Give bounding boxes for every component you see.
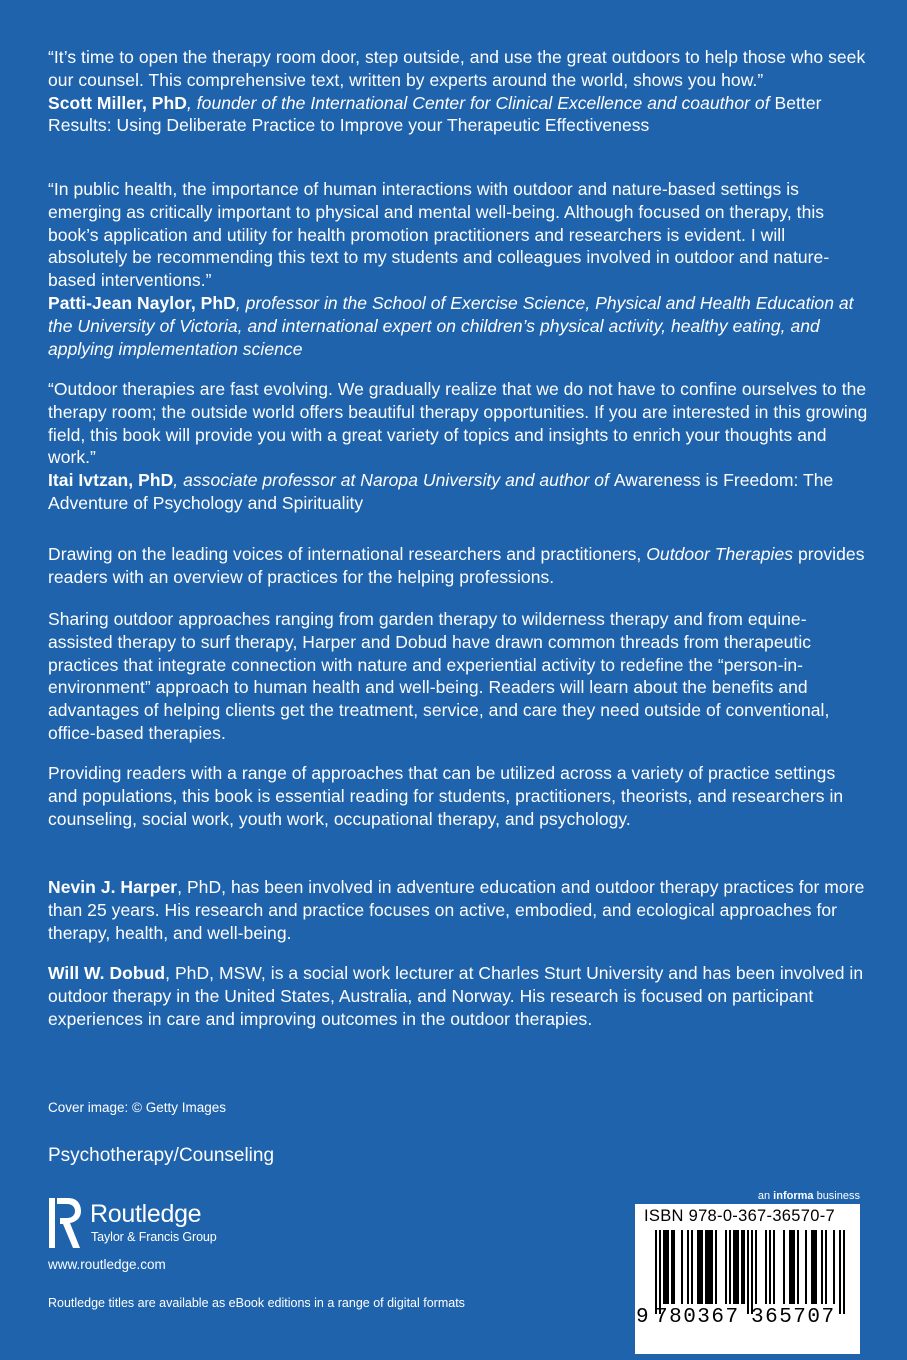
publisher-name: Routledge	[90, 1200, 202, 1228]
barcode-guard-bar	[843, 1230, 845, 1314]
barcode-bar	[825, 1230, 827, 1304]
isbn-barcode	[635, 1204, 860, 1354]
subject-category: Psychotherapy/Counseling	[48, 1145, 275, 1166]
description-paragraph-1	[48, 543, 868, 589]
barcode-bar	[671, 1230, 673, 1304]
barcode-bar	[707, 1230, 709, 1304]
barcode-bar	[811, 1230, 813, 1304]
informa-suffix: business	[813, 1190, 860, 1202]
barcode-bar	[665, 1230, 667, 1304]
book-title: Outdoor Therapies	[646, 544, 794, 564]
barcode-guard-bar	[659, 1230, 661, 1314]
description-text: Sharing outdoor approaches ranging from garden therapy to wilderness therapy and from equine-assisted therapy to surf therapy, Harper and Dobud have drawn common threads from therapeutic practices that integrate connection with nature and experiential activity to redefine the “person-in-environment” approach to human health and well-being. Readers will learn about the benefits and advantages of helping clients get the treatment, service, and care they need outside of conventional, office-based therapies.	[48, 609, 830, 743]
barcode-bar	[725, 1230, 727, 1304]
barcode-bar	[709, 1230, 711, 1304]
endorsement-quote-1	[48, 46, 868, 137]
barcode-bar	[773, 1230, 775, 1304]
informa-tagline	[758, 1190, 860, 1202]
quote-book-title: Better Results: Using Deliberate Practice to Improve your Therapeutic Effectiveness	[48, 92, 822, 136]
barcode-bar	[783, 1230, 785, 1304]
publisher-group: Taylor & Francis Group	[91, 1230, 217, 1244]
barcode-bar	[789, 1230, 791, 1304]
author-bio-text: , PhD, MSW, is a social work lecturer at Charles Sturt University and has been involved in outdoor therapy in the United States, Australia, and Norway. His research is focused on participant experiences in care and improving outcomes in the outdoor therapies.	[48, 963, 864, 1029]
quote-author: Itai Ivtzan, PhD	[48, 470, 174, 491]
publisher-website: www.routledge.com	[48, 1257, 166, 1272]
description-paragraph-2	[48, 608, 868, 745]
isbn-label: ISBN 978-0-367-36570-7	[644, 1207, 835, 1225]
informa-brand: informa	[773, 1190, 814, 1202]
quote-author: Scott Miller, PhD	[48, 92, 187, 113]
description-text: Providing readers with a range of approaches that can be utilized across a variety of practice settings and populations, this book is essential reading for students, practitioners, theorists, and researchers in counseling, social work, youth work, occupational therapy, and psychology.	[48, 763, 844, 829]
description-text: provides readers with an overview of practices for the helping professions.	[48, 544, 865, 587]
barcode-bar	[815, 1230, 817, 1304]
ebook-note: Routledge titles are available as eBook editions in a range of digital formats	[48, 1296, 465, 1310]
barcode-bar	[663, 1230, 665, 1304]
barcode-bar	[797, 1230, 799, 1304]
barcode-right-digits: 365707	[751, 1306, 836, 1329]
description-text: Drawing on the leading voices of international researchers and practitioners,	[48, 544, 647, 564]
barcode-bar	[687, 1230, 689, 1304]
barcode-bars	[647, 1230, 847, 1314]
quote-affiliation: , associate professor at Naropa University and author of	[173, 470, 614, 491]
endorsement-quote-2	[48, 178, 868, 360]
barcode-guard-bar	[655, 1230, 657, 1314]
barcode-bar	[737, 1230, 739, 1304]
routledge-r-icon	[48, 1196, 84, 1252]
informa-prefix: an	[757, 1190, 774, 1202]
barcode-bar	[813, 1230, 815, 1304]
barcode-bar	[729, 1230, 731, 1304]
barcode-bar	[793, 1230, 795, 1304]
quote-text: “In public health, the importance of human interactions with outdoor and nature-based settings is emerging as critically important to physical and mental well-being. Although focused on therapy, this book’s application and utility for health promotion practitioners and researchers is evident. I will absolutely be recommending this text to my students and colleagues involved in outdoor and nature-based interventions.”	[48, 179, 830, 291]
barcode-bar	[765, 1230, 767, 1304]
barcode-bar	[681, 1230, 683, 1304]
quote-text: “Outdoor therapies are fast evolving. We gradually realize that we do not have to confine ourselves to the therapy room; the outside world offers beautiful therapy opportunities. If you are interested in this growing field, this book will provide you with a great variety of topics and insights to enrich your thoughts and work.”	[48, 379, 868, 468]
barcode-bar	[821, 1230, 823, 1304]
author-name: Nevin J. Harper	[48, 877, 178, 897]
description-paragraph-3	[48, 762, 868, 830]
author-name: Will W. Dobud	[48, 963, 166, 983]
barcode-bar	[769, 1230, 771, 1304]
cover-credit: Cover image: © Getty Images	[48, 1100, 227, 1115]
barcode-bar	[715, 1230, 717, 1304]
barcode-bar	[741, 1230, 743, 1304]
barcode-bar	[697, 1230, 699, 1304]
barcode-bar	[733, 1230, 735, 1304]
barcode-bar	[667, 1230, 669, 1304]
barcode-bar	[711, 1230, 713, 1304]
barcode-bar	[791, 1230, 793, 1304]
barcode-first-digit: 9	[636, 1306, 649, 1329]
quote-affiliation: , professor in the School of Exercise Science, Physical and Health Education at the University of Victoria, and international expert on children’s physical activity, healthy eating, and applying implementation science	[48, 292, 854, 359]
barcode-bar	[805, 1230, 807, 1304]
endorsement-quote-3	[48, 378, 868, 515]
quote-author: Patti-Jean Naylor, PhD	[48, 292, 236, 313]
barcode-bar	[755, 1230, 757, 1304]
barcode-bar	[673, 1230, 675, 1304]
barcode-bar	[705, 1230, 707, 1304]
author-bio-2	[48, 962, 868, 1030]
publisher-logo	[48, 1196, 248, 1252]
barcode-bar	[699, 1230, 701, 1304]
barcode-bar	[743, 1230, 745, 1304]
author-bio-1	[48, 876, 868, 944]
barcode-guard-bar	[839, 1230, 841, 1314]
author-bio-text: , PhD, has been involved in adventure education and outdoor therapy practices for more than 25 years. His research and practice focuses on active, embodied, and ecological approaches for therapy, health, and well-being.	[48, 877, 865, 943]
quote-affiliation: , founder of the International Center for Clinical Excellence and coauthor of	[186, 92, 775, 113]
barcode-bar	[735, 1230, 737, 1304]
barcode-bar	[691, 1230, 693, 1304]
quote-book-title: Awareness is Freedom: The Adventure of Psychology and Spirituality	[48, 470, 834, 513]
barcode-bar	[701, 1230, 703, 1304]
barcode-guard-bar	[747, 1230, 749, 1314]
barcode-bar	[833, 1230, 835, 1304]
barcode-left-digits: 780367	[655, 1306, 740, 1329]
barcode-guard-bar	[751, 1230, 753, 1314]
quote-text: “It’s time to open the therapy room door, step outside, and use the great outdoors to help those who seek our counsel. This comprehensive text, written by experts around the world, shows you how.”	[48, 47, 866, 90]
